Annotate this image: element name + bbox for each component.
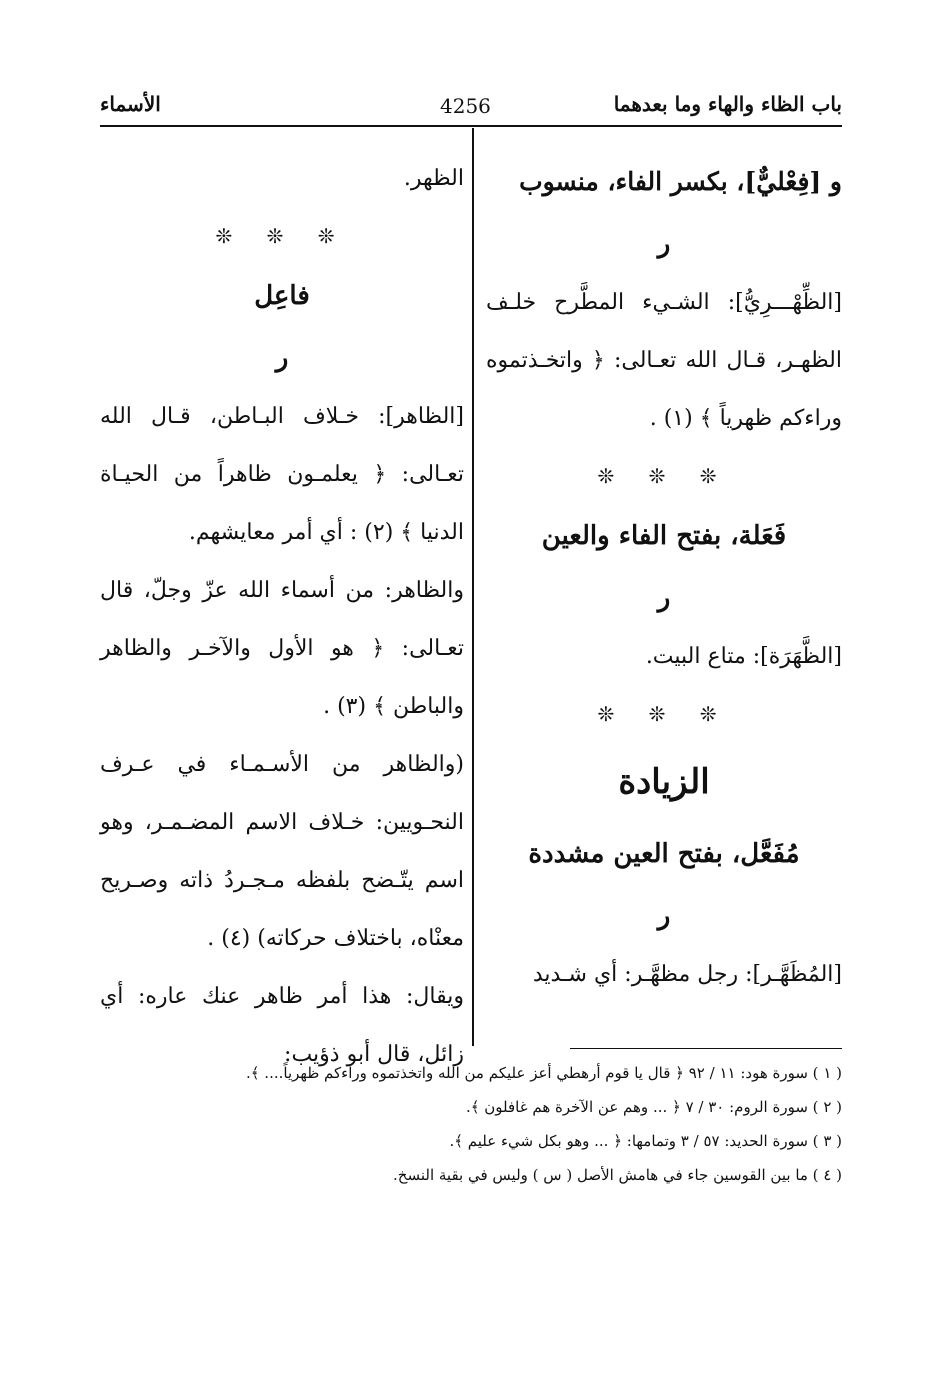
- entry-zahir-grammar: (والظاهر من الأسـمـاء في عـرف النحـويين: خـلاف الاسم المضـمـر، وهو اسم يتّـضح بلفظه مـجـردُ ذاته وصـريح معنْاه، باختلاف حركاته) (٤) .: [100, 752, 464, 951]
- page-number: 4256: [440, 94, 491, 118]
- pattern-heading-mufaal: مُفَعَّل، بفتح العين مشددة: [528, 839, 800, 869]
- root-mark: ر: [657, 901, 671, 931]
- separator-stars: ❊ ❊ ❊: [215, 224, 349, 248]
- section-heading-ziyada: الزيادة: [618, 762, 710, 802]
- footnote: ( ٣ ) سورة الحديد: ٥٧ / ٣ وتمامها: ﴿ ... وهو بكل شيء عليم ﴾.: [449, 1132, 842, 1150]
- footnote-rule: [570, 1048, 842, 1049]
- separator-stars: ❊ ❊ ❊: [597, 702, 731, 726]
- entry-zahara: [الظَّهَرَة]: متاع البيت.: [645, 644, 842, 669]
- entry-intro: و [فِعْليٌّ]، بكسر الفاء، منسوب: [519, 167, 842, 196]
- column-divider: [472, 128, 474, 1046]
- footnote: ( ٢ ) سورة الروم: ٣٠ / ٧ ﴿ ... وهم عن الآخرة هم غافلون ﴾.: [465, 1098, 842, 1116]
- entry-zihri: [الظِّهْـــرِيُّ]: الشـيء المطَّرح خلـف الظهـر، قـال الله تعـالى: ﴿ واتخـذتموه وراءكم ظهرياً ﴾ (١) .: [486, 290, 842, 431]
- entry-zahir-usage: ويقال: هذا أمر ظاهر عنك عاره: أي زائل، قال أبو ذؤيب:: [100, 984, 464, 1067]
- chapter-title: باب الظاء والهاء وما بعدهما: [613, 92, 842, 116]
- entry-zahir-divine-name: والظاهر: من أسماء الله عزّ وجلّ، قال تعـالى: ﴿ هو الأول والآخـر والظاهر والباطن ﴾ (٣) .: [100, 578, 464, 719]
- continuation-text: الظهر.: [403, 166, 464, 191]
- pattern-heading-faala: فَعَلة، بفتح الفاء والعين: [541, 521, 787, 551]
- pattern-heading-fail: فاعِل: [254, 281, 310, 311]
- left-column: [100, 150, 464, 1084]
- root-mark: ر: [275, 343, 289, 373]
- root-mark: ر: [657, 583, 671, 613]
- header-rule: [100, 125, 842, 127]
- entry-muzahhar: [المُظَهَّـر]: رجل مظهَّـر: أي شـديد: [532, 962, 842, 987]
- section-title: الأسماء: [100, 92, 161, 116]
- separator-stars: ❊ ❊ ❊: [597, 464, 731, 488]
- footnote: ( ١ ) سورة هود: ١١ / ٩٢ ﴿ قال يا قوم أرهطي أعز عليكم من الله واتخذتموه وراءكم ظهرياً.... ﴾.: [245, 1064, 842, 1082]
- footnote: ( ٤ ) ما بين القوسين جاء في هامش الأصل ( س ) وليس في بقية النسخ.: [393, 1166, 842, 1184]
- footnotes: [160, 1056, 842, 1192]
- entry-zahir: [الظاهر]: خـلاف البـاطن، قـال الله تعـالى: ﴿ يعلمـون ظاهراً من الحيـاة الدنيا ﴾ (٢) : أي أمر معايشهم.: [100, 404, 464, 545]
- right-column: [486, 150, 842, 1004]
- page-header: [100, 86, 842, 126]
- root-mark: ر: [657, 229, 671, 259]
